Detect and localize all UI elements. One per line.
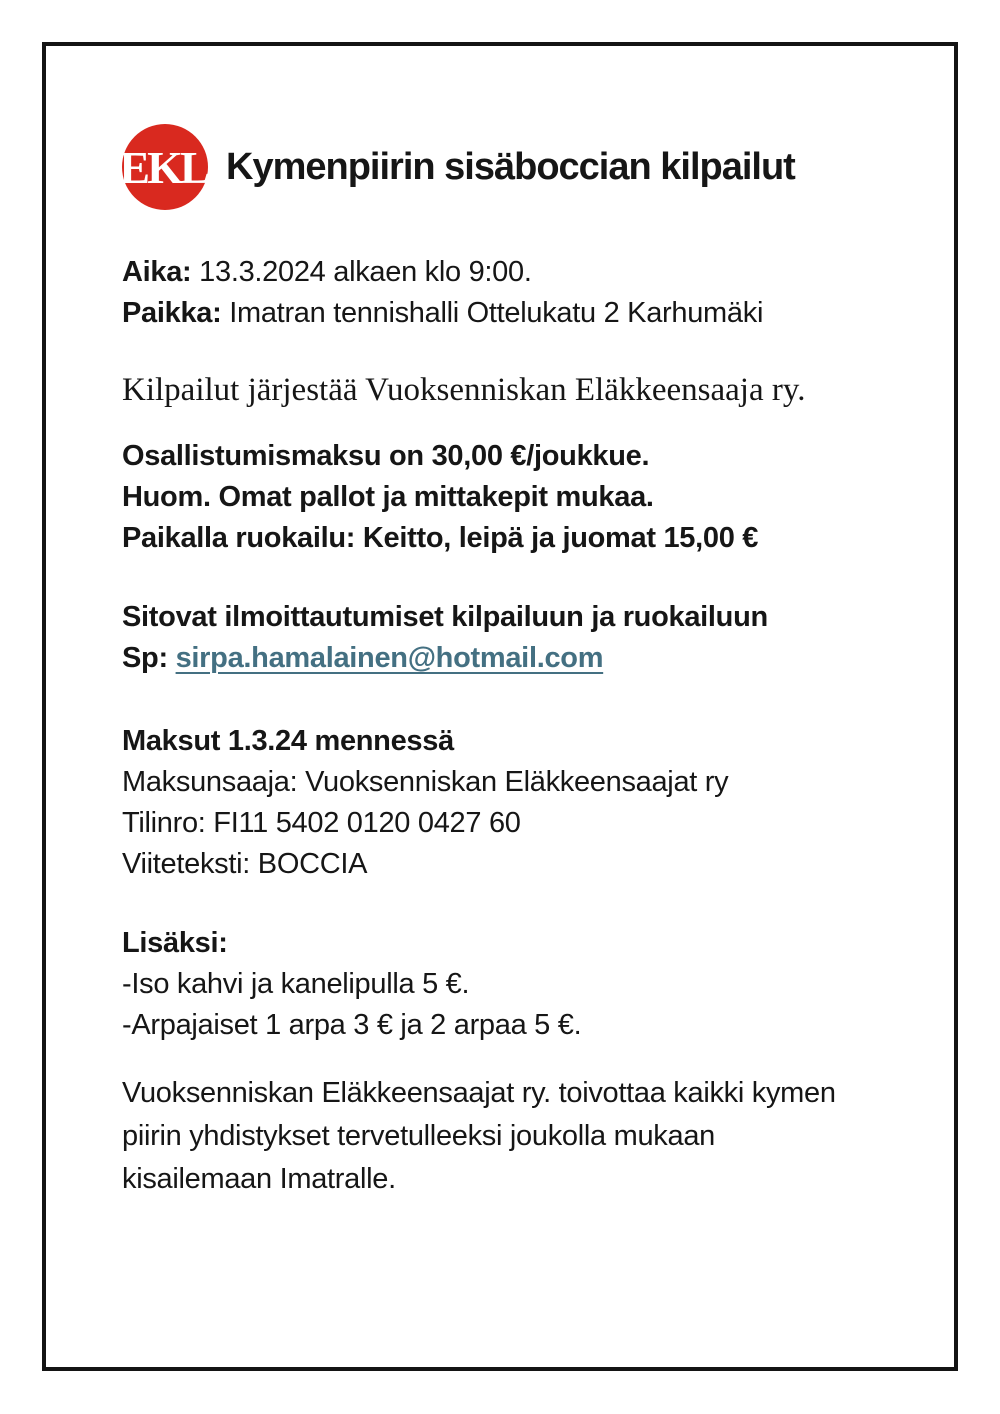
- extras-raffle-line: -Arpajaiset 1 arpa 3 € ja 2 arpaa 5 €.: [122, 1009, 582, 1041]
- document-page: [42, 42, 958, 1371]
- place-value: Imatran tennishalli Ottelukatu 2 Karhumäki: [221, 297, 764, 329]
- ekl-logo: [119, 124, 208, 210]
- payment-deadline-heading: Maksut 1.3.24 mennessä: [122, 725, 454, 757]
- organizer-line: Kilpailut järjestää Vuoksenniskan Eläkkeensaaja ry.: [122, 372, 806, 408]
- document-content: [46, 46, 954, 1201]
- ekl-logo-text: EKL: [119, 141, 208, 193]
- fees-block: [122, 436, 918, 559]
- registration-block: [122, 597, 918, 679]
- payment-account-line: Tilinro: FI11 5402 0120 0427 60: [122, 807, 521, 839]
- page-title: Kymenpiirin sisäboccian kilpailut: [226, 145, 795, 188]
- time-value: 13.3.2024 alkaen klo 9:00.: [191, 256, 532, 288]
- closing-block: [122, 1072, 918, 1201]
- closing-line-2: piirin yhdistykset tervetulleeksi joukolla mukaan: [122, 1120, 715, 1152]
- document-header: [119, 124, 918, 210]
- extras-coffee-line: -Iso kahvi ja kanelipulla 5 €.: [122, 968, 470, 1000]
- payment-reference-line: Viiteteksti: BOCCIA: [122, 848, 368, 880]
- event-info-block: [122, 252, 918, 334]
- equipment-note-line: Huom. Omat pallot ja mittakepit mukaa.: [122, 481, 654, 513]
- event-place-line: [122, 293, 918, 334]
- event-time-line: [122, 252, 918, 293]
- place-label: Paikka:: [122, 297, 222, 329]
- organizer-block: [122, 368, 918, 412]
- extras-block: [122, 923, 918, 1046]
- participation-fee-line: Osallistumismaksu on 30,00 €/joukkue.: [122, 440, 650, 472]
- time-label: Aika:: [122, 256, 192, 288]
- email-label: Sp:: [122, 642, 176, 674]
- payment-payee-line: Maksunsaaja: Vuoksenniskan Eläkkeensaajat ry: [122, 766, 729, 798]
- meal-info-line: Paikalla ruokailu: Keitto, leipä ja juomat 15,00 €: [122, 522, 759, 554]
- registration-heading: Sitovat ilmoittautumiset kilpailuun ja ruokailuun: [122, 601, 768, 633]
- closing-line-3: kisailemaan Imatralle.: [122, 1163, 396, 1195]
- payment-block: [122, 721, 918, 885]
- closing-line-1: Vuoksenniskan Eläkkeensaajat ry. toivottaa kaikki kymen: [122, 1077, 836, 1109]
- extras-heading: Lisäksi:: [122, 927, 228, 959]
- registration-contact-line: [122, 638, 918, 679]
- email-link[interactable]: sirpa.hamalainen@hotmail.com: [175, 642, 604, 674]
